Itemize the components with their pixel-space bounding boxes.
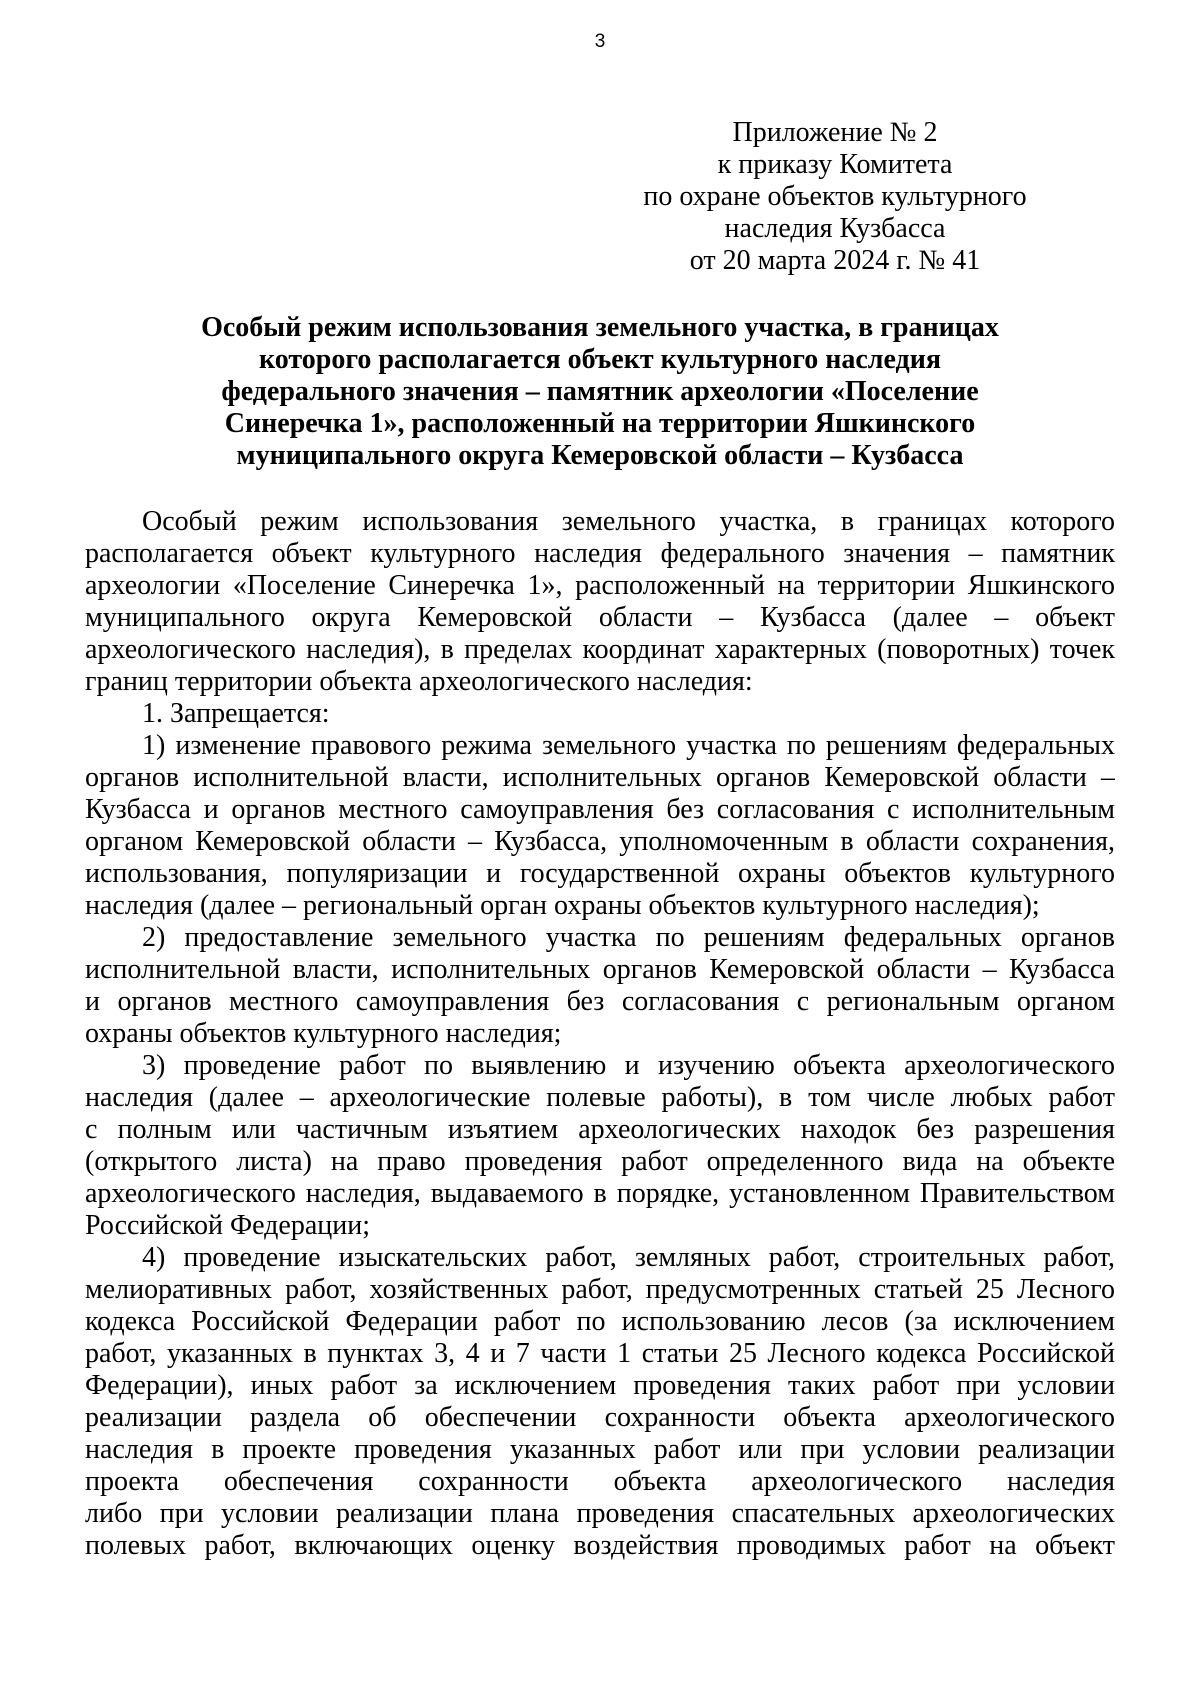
appendix-line: по охране объектов культурного bbox=[643, 181, 1027, 212]
title-line: Синеречка 1», расположенный на территории Яшкинского bbox=[224, 408, 976, 439]
body-line: проекта обеспечения сохранности объекта археологического наследия bbox=[85, 1466, 1115, 1497]
body-line: муниципального округа Кемеровской области – Кузбасса (далее – объект bbox=[85, 602, 1115, 633]
appendix-line: Приложение № 2 bbox=[732, 117, 938, 148]
body-line: археологии «Поселение Синеречка 1», расположенный на территории Яшкинского bbox=[85, 570, 1115, 601]
body-line: Особый режим использования земельного участка, в границах которого bbox=[142, 506, 1115, 537]
body-line: границ территории объекта археологического наследия: bbox=[85, 666, 753, 697]
body-line: работ, указанных в пунктах 3, 4 и 7 части 1 статьи 25 Лесного кодекса Российской bbox=[85, 1338, 1115, 1369]
body-line: либо при условии реализации плана проведения спасательных археологических bbox=[85, 1498, 1115, 1529]
body-line: 1) изменение правового режима земельного участка по решениям федеральных bbox=[142, 730, 1115, 761]
title-line: которого располагается объект культурного наследия bbox=[259, 344, 941, 375]
section-heading: 1. Запрещается: bbox=[142, 698, 330, 729]
body-line: органов исполнительной власти, исполнительных органов Кемеровской области – bbox=[85, 762, 1115, 793]
body-line: наследия (далее – региональный орган охраны объектов культурного наследия); bbox=[85, 890, 1040, 921]
appendix-line: наследия Кузбасса bbox=[724, 213, 946, 244]
appendix-line: к приказу Комитета bbox=[717, 149, 953, 180]
appendix-header bbox=[600, 117, 1070, 277]
body-line: Федерации), иных работ за исключением проведения таких работ при условии bbox=[85, 1370, 1115, 1401]
body-line: 2) предоставление земельного участка по решениям федеральных органов bbox=[142, 922, 1115, 953]
title-line: муниципального округа Кемеровской области – Кузбасса bbox=[236, 440, 964, 471]
body-line: и органов местного самоуправления без согласования с региональным органом bbox=[85, 986, 1115, 1017]
body-line: Российской Федерации; bbox=[85, 1210, 371, 1241]
body-line: реализации раздела об обеспечении сохранности объекта археологического bbox=[85, 1402, 1115, 1433]
body-line: охраны объектов культурного наследия; bbox=[85, 1018, 562, 1049]
body-line: располагается объект культурного наследия федерального значения – памятник bbox=[85, 538, 1115, 569]
body-line: с полным или частичным изъятием археологических находок без разрешения bbox=[85, 1114, 1115, 1145]
body-line: мелиоративных работ, хозяйственных работ, предусмотренных статьей 25 Лесного bbox=[85, 1274, 1115, 1305]
body-line: археологического наследия), в пределах координат характерных (поворотных) точек bbox=[85, 634, 1115, 665]
body-line: (открытого листа) на право проведения работ определенного вида на объекте bbox=[85, 1146, 1115, 1177]
page-number: 3 bbox=[594, 31, 606, 52]
body-line: кодекса Российской Федерации работ по использованию лесов (за исключением bbox=[85, 1306, 1115, 1337]
body-line: полевых работ, включающих оценку воздействия проводимых работ на объект bbox=[85, 1530, 1115, 1561]
body-line: наследия в проекте проведения указанных работ или при условии реализации bbox=[85, 1434, 1115, 1465]
body-line: органом Кемеровской области – Кузбасса, уполномоченным в области сохранения, bbox=[85, 826, 1115, 857]
document-title bbox=[120, 312, 1080, 472]
body-line: исполнительной власти, исполнительных органов Кемеровской области – Кузбасса bbox=[85, 954, 1115, 985]
appendix-line: от 20 марта 2024 г. № 41 bbox=[689, 245, 981, 276]
body-line: 4) проведение изыскательских работ, земляных работ, строительных работ, bbox=[142, 1242, 1115, 1273]
body-line: 3) проведение работ по выявлению и изучению объекта археологического bbox=[142, 1050, 1115, 1081]
body-line: археологического наследия, выдаваемого в порядке, установленном Правительством bbox=[85, 1178, 1115, 1209]
document-body bbox=[85, 506, 1115, 1562]
body-line: Кузбасса и органов местного самоуправления без согласования с исполнительным bbox=[85, 794, 1115, 825]
body-line: использования, популяризации и государственной охраны объектов культурного bbox=[85, 858, 1115, 889]
title-line: федерального значения – памятник археологии «Поселение bbox=[221, 376, 979, 407]
title-line: Особый режим использования земельного участка, в границах bbox=[201, 312, 999, 343]
body-line: наследия (далее – археологические полевые работы), в том числе любых работ bbox=[85, 1082, 1115, 1113]
